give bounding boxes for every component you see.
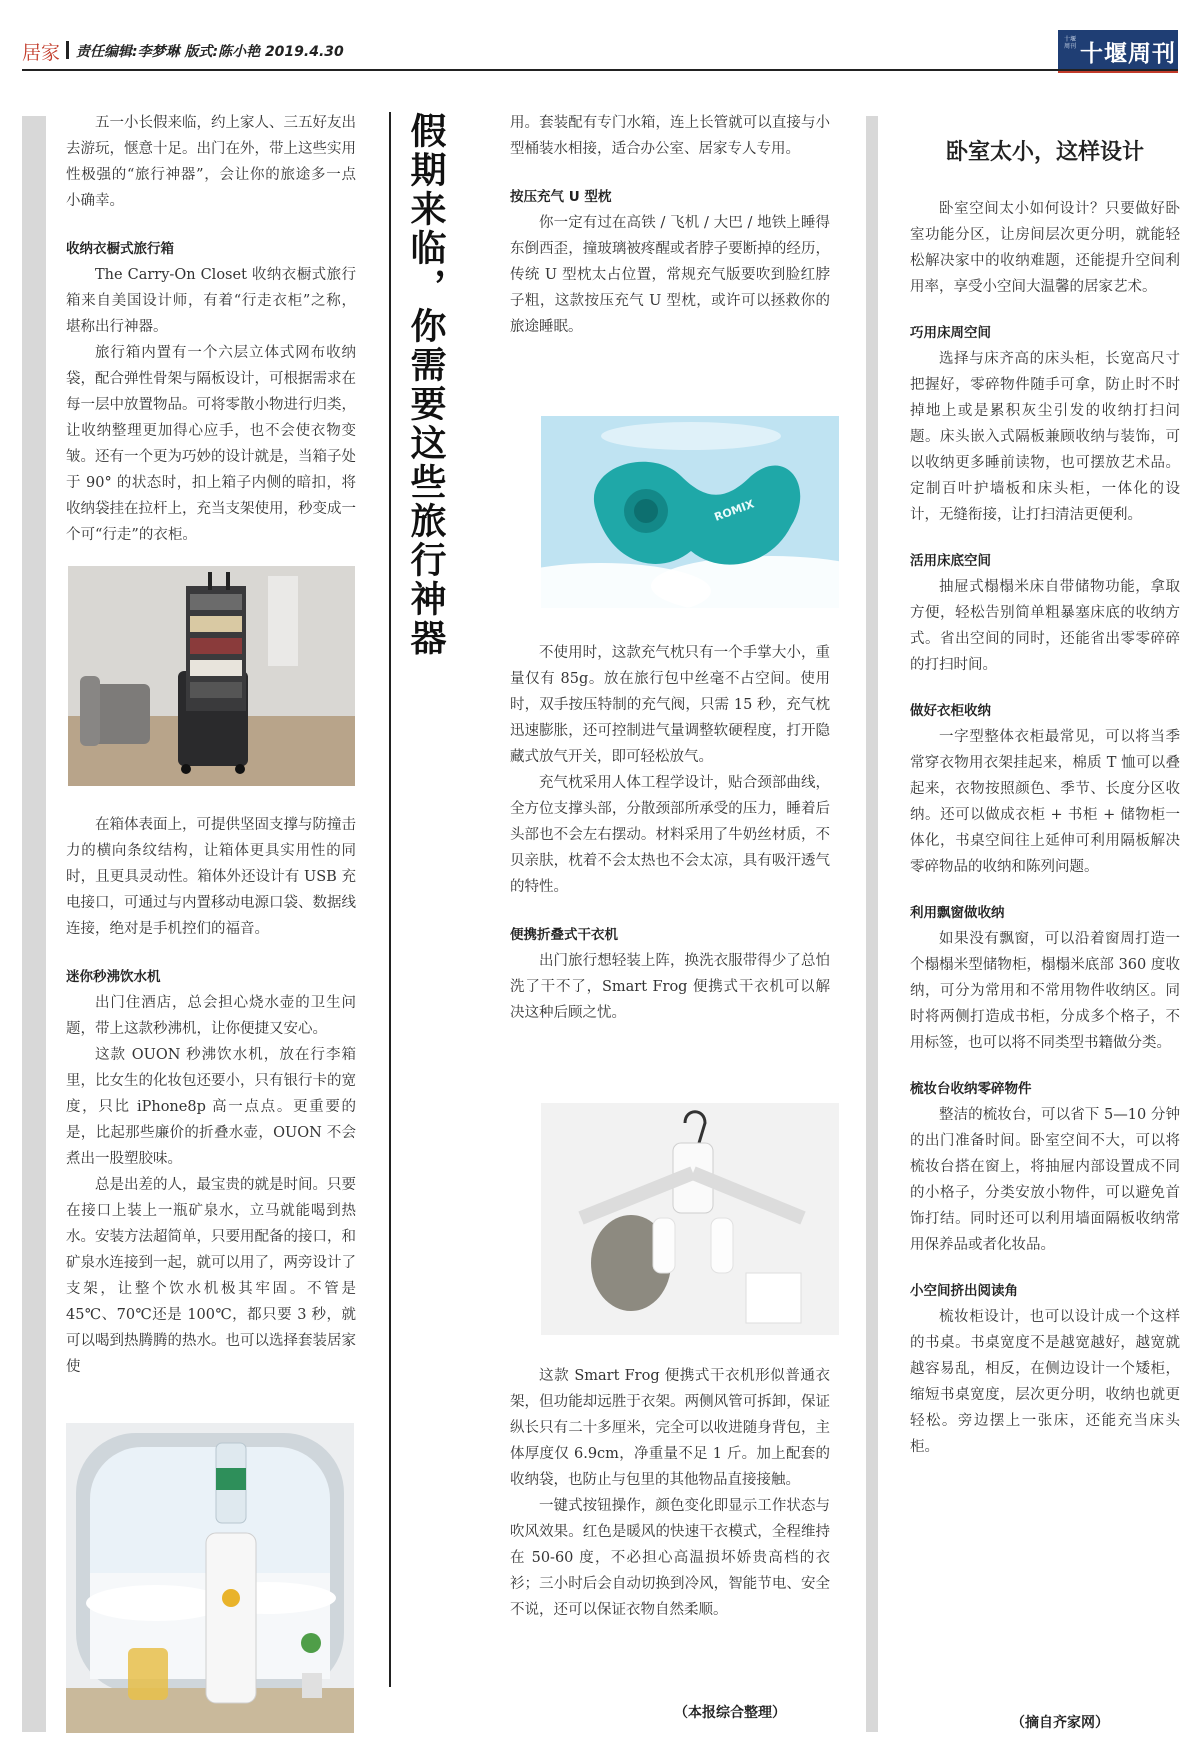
subhead-suitcase: 收纳衣橱式旅行箱 [66, 241, 174, 257]
sidebar-subhead: 梳妆台收纳零碎物件 [910, 1081, 1032, 1097]
section-label: 居家 [22, 42, 61, 64]
paragraph: 一键式按钮操作，颜色变化即显示工作状态与吹风效果。红色是暖风的快速干衣模式，全程维持在 50-60 度，不必担心高温损坏娇贵高档的衣衫；三小时后会自动切换到冷风，智能节电、安全不说，还可以保证衣物自然柔顺。 [510, 1498, 830, 1618]
pillow-photo [541, 416, 839, 608]
column-divider [389, 112, 391, 1687]
paragraph: 你一定有过在高铁 / 飞机 / 大巴 / 地铁上睡得东倒西歪，撞玻璃被疼醒或者脖子要断掉的经历，传统 U 型枕太占位置，常规充气版要吹到脸红脖子粗，这款按压充气 U 型枕，或许可以拯救你的旅途睡眠。 [510, 215, 830, 335]
sidebar-paragraph: 整洁的梳妆台，可以省下 5—10 分钟的出门准备时间。卧室空间不大，可以将梳妆台搭在窗上，将抽屉内部设置成不同的小格子，分类安放小物件，可以避免首饰打结。同时还可以利用墙面隔板收纳常用保养品或者化妆品。 [910, 1107, 1180, 1253]
subhead-water-dispenser: 迷你秒沸饮水机 [66, 969, 161, 985]
water-dispenser-photo [66, 1423, 354, 1733]
editor-credits: 责任编辑:李梦琳 版式:陈小艳 2019.4.30 [76, 44, 344, 60]
paragraph: 不使用时，这款充气枕只有一个手掌大小，重量仅有 85g。放在旅行包中丝毫不占空间。使用时，双手按压特制的充气阀，只需 15 秒，充气枕迅速膨胀，还可控制进气量调整软硬程度，打开隐藏式放气开关，即可轻松放气。 [510, 645, 830, 765]
header-separator [66, 41, 69, 59]
masthead-logo [1058, 30, 1178, 73]
paragraph: 旅行箱内置有一个六层立体式网布收纳袋，配合弹性骨架与隔板设计，可根据需求在每一层中放置物品。可将零散小物进行归类，让收纳整理更加得心应手，也不会使衣物变皱。还有一个更为巧妙的设计就是，当箱子处于 90° 的状态时，扣上箱子内侧的暗扣，将收纳袋挂在拉杆上，充当支架使用，秒变成一个可“行走”的衣柜。 [66, 345, 356, 543]
clothes-dryer-photo [541, 1103, 839, 1335]
source-credit: （本报综合整理） [674, 1705, 786, 1721]
subhead-pillow: 按压充气 U 型枕 [510, 189, 612, 205]
sidebar-subhead: 巧用床周空间 [910, 325, 991, 341]
page-header [22, 30, 1178, 70]
paragraph-continued: 用。套装配有专门水箱，连上长管就可以直接与小型桶装水相接，适合办公室、居家专人专用。 [510, 115, 830, 157]
paragraph: 出门旅行想轻装上阵，换洗衣服带得少了总怕洗了干不了，Smart Frog 便携式干衣机可以解决这种后顾之忧。 [510, 953, 830, 1021]
subhead-dryer: 便携折叠式干衣机 [510, 927, 618, 943]
sidebar-subhead: 做好衣柜收纳 [910, 703, 991, 719]
suitcase-photo [68, 566, 355, 786]
sidebar-subhead: 小空间挤出阅读角 [910, 1283, 1018, 1299]
pillow-brand-label: ROMIX [712, 497, 756, 524]
paragraph: 出门住酒店，总会担心烧水壶的卫生问题，带上这款秒沸机，让你便捷又安心。 [66, 995, 356, 1037]
sidebar-paragraph: 如果没有飘窗，可以沿着窗周打造一个榻榻米型储物柜，榻榻米底部 360 度收纳，可分为常用和不常用物件收纳区。同时将两侧打造成书柜，分成多个格子，不用标签，也可以将不同类型书籍做分类。 [910, 931, 1180, 1051]
sidebar-paragraph: 抽屉式榻榻米床自带储物功能，拿取方便，轻松告别简单粗暴塞床底的收纳方式。省出空间的同时，还能省出零零碎碎的打扫时间。 [910, 579, 1180, 673]
masthead-small-text: 十堰周刊 [1064, 36, 1077, 50]
sidebar-credit: （摘自齐家网） [1011, 1715, 1109, 1731]
paragraph: 总是出差的人，最宝贵的就是时间。只要在接口上装上一瓶矿泉水，立马就能喝到热水。安装方法超简单，只要用配备的接口，和矿泉水连接到一起，就可以用了，两旁设计了支架，让整个饮水机极其牢固。不管是 45℃、70℃还是 100℃，都只要 3 秒，就可以喝到热腾腾的热水。也可以选择套装居家使 [66, 1177, 356, 1375]
paragraph: 在箱体表面上，可提供坚固支撑与防撞击力的横向条纹结构，让箱体更具实用性的同时，且更具灵动性。箱体外还设计有 USB 充电接口，可通过与内置移动电源口袋、数据线连接，绝对是手机控们的福音。 [66, 817, 356, 937]
sidebar-subhead: 活用床底空间 [910, 553, 991, 569]
paragraph: 这款 OUON 秒沸饮水机，放在行李箱里，比女生的化妆包还要小，只有银行卡的宽度，只比 iPhone8p 高一点点。更重要的是，比起那些廉价的折叠水壶，OUON 不会煮出一股塑胶味。 [66, 1047, 356, 1167]
sidebar-intro: 卧室空间太小如何设计？只要做好卧室功能分区，让房间层次更分明，就能轻松解决家中的收纳难题，还能提升空间利用率，享受小空间大温馨的居家艺术。 [910, 201, 1180, 295]
right-gray-bar [866, 116, 878, 1732]
sidebar-subhead: 利用飘窗做收纳 [910, 905, 1005, 921]
left-gray-bar [22, 116, 46, 1732]
sidebar-paragraph: 一字型整体衣柜最常见，可以将当季常穿衣物用衣架挂起来，棉质 T 恤可以叠起来，衣物按照颜色、季节、长度分区收纳。还可以做成衣柜 + 书柜 + 储物柜一体化，书桌空间往上延伸可利用隔板解决零碎物品的收纳和陈列问题。 [910, 729, 1180, 875]
column-1 [66, 110, 356, 1380]
paragraph: 充气枕采用人体工程学设计，贴合颈部曲线，全方位支撑头部，分散颈部所承受的压力，睡着后头部也不会左右摆动。材料采用了牛奶丝材质，不贝亲肤，枕着不会太热也不会太凉，具有吸汗透气的特性。 [510, 775, 830, 895]
column-2 [510, 110, 830, 340]
intro-paragraph: 五一小长假来临，约上家人、三五好友出去游玩，惬意十足。出门在外，带上这些实用性极强的“旅行神器”，会让你的旅途多一点小确幸。 [66, 115, 356, 209]
header-rule [22, 69, 1178, 71]
column-2-bottom [510, 1363, 830, 1623]
paragraph: 这款 Smart Frog 便携式干衣机形似普通衣架，但功能却远胜于衣架。两侧风管可拆卸，保证纵长只有二十多厘米，完全可以收进随身背包，主体厚度仅 6.9cm，净重量不足 1 斤。加上配套的收纳袋，也防止与包里的其他物品直接接触。 [510, 1368, 830, 1488]
sidebar [910, 135, 1180, 1460]
paragraph: The Carry-On Closet 收纳衣橱式旅行箱来自美国设计师，有着“行走衣柜”之称，堪称出行神器。 [66, 267, 356, 335]
sidebar-title: 卧室太小，这样设计 [945, 140, 1144, 165]
masthead-title: 十堰周刊 [1080, 40, 1176, 67]
sidebar-paragraph: 选择与床齐高的床头柜，长宽高尺寸把握好，零碎物件随手可拿，防止时不时掉地上或是累积灰尘引发的收纳打扫问题。床头嵌入式隔板兼顾收纳与装饰，可以收纳更多睡前读物，也可摆放艺术品。定制百叶护墙板和床头柜，一体化的设计，无缝衔接，让打扫清洁更便利。 [910, 351, 1180, 523]
sidebar-paragraph: 梳妆柜设计，也可以设计成一个这样的书桌。书桌宽度不是越宽越好，越宽就越容易乱，相反，在侧边设计一个矮柜，缩短书桌宽度，层次更分明，收纳也就更轻松。旁边摆上一张床，还能充当床头柜。 [910, 1309, 1180, 1455]
article-title: 假期来临，你需要这些旅行神器 [405, 112, 446, 658]
column-2-lower [510, 640, 830, 1026]
